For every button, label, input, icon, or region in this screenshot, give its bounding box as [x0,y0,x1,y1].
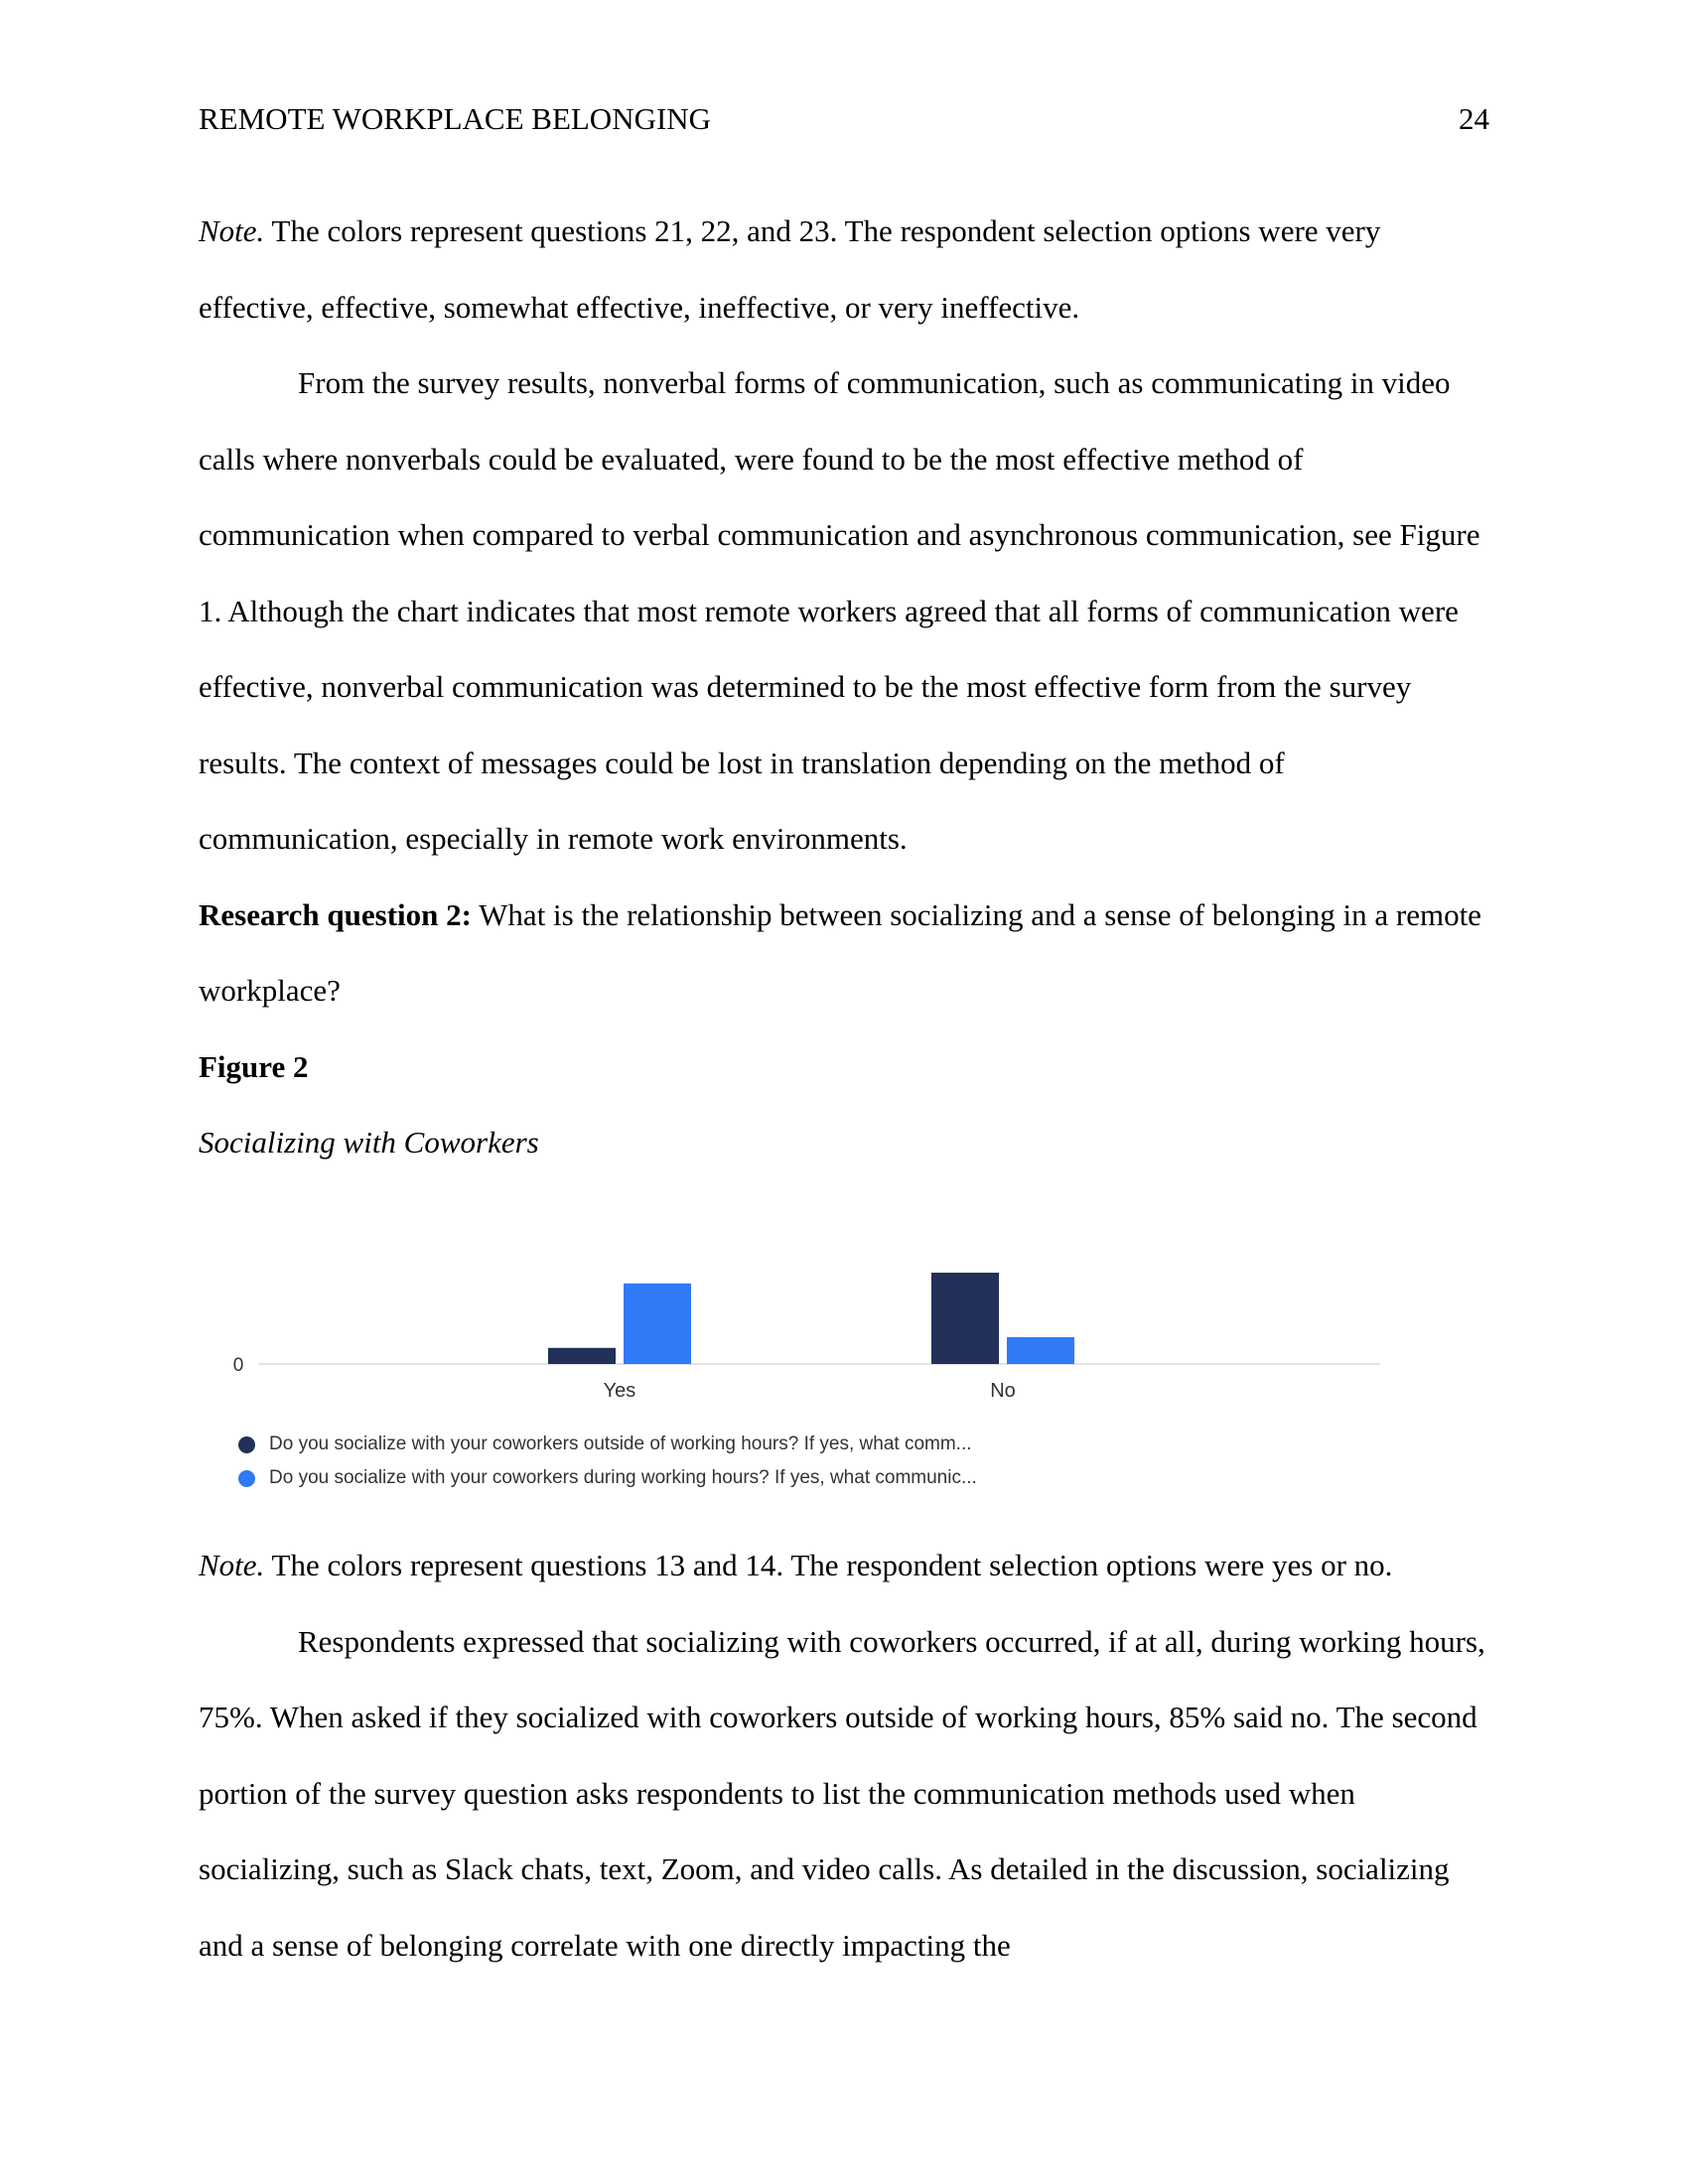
figure2-note [199,1528,1489,1604]
legend-item [238,1428,977,1461]
legend-item [238,1461,977,1495]
note-text: The colors represent questions 21, 22, and 23. The respondent selection options were very effective, effective, somewhat effective, ineffective, or very ineffective. [199,213,1381,325]
legend-label: Do you socialize with your coworkers outside of working hours? If yes, what comm... [269,1433,972,1454]
research-question-label: Research question 2: [199,896,472,932]
figure-number: Figure 2 [199,1048,309,1084]
note-text: The colors represent questions 13 and 14. The respondent selection options were yes or no. [264,1548,1393,1582]
upper-body [199,194,1489,1181]
bar-yes-series-1 [548,1348,616,1364]
bar-chart [228,1236,1400,1425]
note-label: Note. [199,1548,265,1582]
legend-label: Do you socialize with your coworkers during working hours? If yes, what communic... [269,1467,977,1488]
lower-body [199,1528,1489,1983]
running-head [199,101,1489,141]
page-number: 24 [1459,101,1489,136]
x-tick-label: Yes [603,1380,636,1402]
legend-dot-icon [238,1436,255,1453]
research-question-text: What is the relationship between socializing and a sense of belonging in a remote workplace? [199,896,1481,1008]
figure-title: Socializing with Coworkers [199,1125,539,1160]
bar-no-series-2 [1007,1337,1074,1364]
bar-yes-series-2 [624,1284,691,1364]
x-tick-label: No [990,1380,1016,1402]
paragraph-communication: From the survey results, nonverbal forms of communication, such as communicating in video calls where nonverbals could be evaluated, were found to be the most effective method of communication when compared to verbal communication and asynchronous communication, see Figure 1. Although the chart indicates that most remote workers agreed that all forms of communication were effective, nonverbal communication was determined to be the most effective form from the survey results. The context of messages could be lost in translation depending on the method of communication, especially in remote work environments. [199,365,1480,856]
legend-dot-icon [238,1470,255,1487]
research-question-2 [199,878,1489,1029]
chart-legend [238,1428,977,1495]
bar-no-series-1 [931,1273,999,1364]
note-label: Note. [199,213,265,248]
y-tick-label: 0 [232,1355,244,1376]
figure1-note [199,194,1489,345]
running-head-title: REMOTE WORKPLACE BELONGING [199,101,712,136]
paragraph-socializing: Respondents expressed that socializing with coworkers occurred, if at all, during working hours, 75%. When asked if they socialized with coworkers outside of working hours, 85% said no. The second portion of the survey question asks respondents to list the communication methods used when socializing, such as Slack chats, text, Zoom, and video calls. As detailed in the discussion, socializing and a sense of belonging correlate with one directly impacting the [199,1623,1485,1963]
